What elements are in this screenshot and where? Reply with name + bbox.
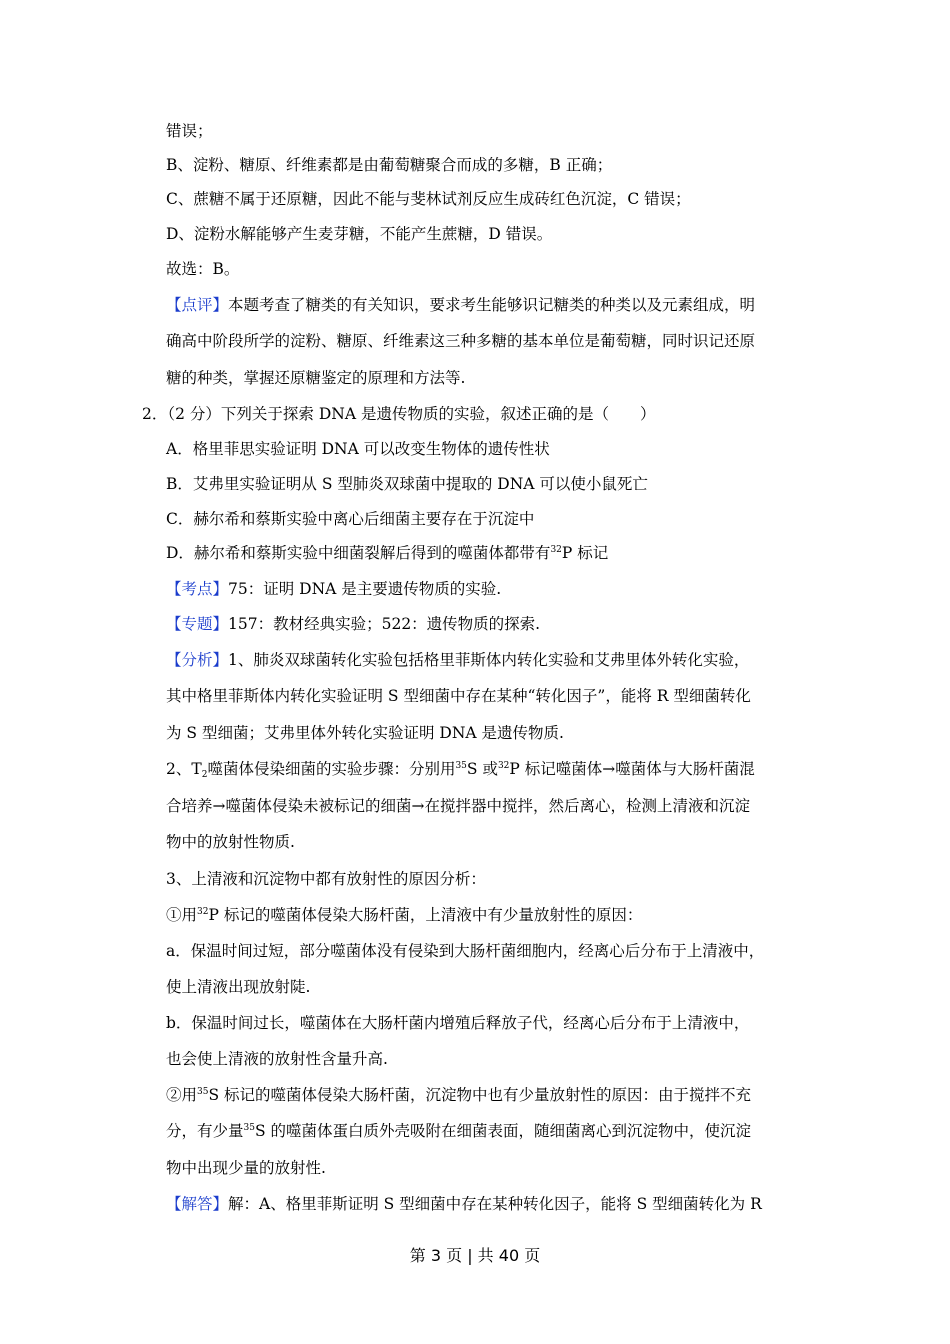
kaodian-tag: 【考点】 — [166, 580, 229, 598]
text-line: b．保温时间过长，噬菌体在大肠杆菌内增殖后释放子代，经离心后分布于上清液中， — [166, 1014, 750, 1032]
text-line: 合培养→噬菌体侵染未被标记的细菌→在搅拌器中搅拌，然后离心，检测上清液和沉淀 — [166, 797, 750, 815]
option-b: B．艾弗里实验证明从 S 型肺炎双球菌中提取的 DNA 可以使小鼠死亡 — [166, 475, 648, 493]
text-line: 2、$T_2$噬菌体侵染细菌的实验步骤：分别用$^{35}$S 或$^{32}$P 标记噬菌体→噬菌体与大肠杆菌混 — [166, 760, 755, 780]
text-line: ②用$^{35}$S 标记的噬菌体侵染大肠杆菌，沉淀物中也有少量放射性的原因：由于搅拌不充 — [166, 1086, 752, 1104]
question-number: 2． — [142, 405, 168, 423]
jieda-line: 【解答】解：A、格里菲斯证明 S 型细菌中存在某种转化因子，能将 S 型细菌转化为 R — [166, 1195, 762, 1213]
zhuanti-line: 【专题】157：教材经典实验；522：遗传物质的探索. — [166, 615, 541, 633]
text-line: B、淀粉、糖原、纤维素都是由葡萄糖聚合而成的多糖，B 正确； — [166, 156, 613, 174]
text-line: a．保温时间过短，部分噬菌体没有侵染到大肠杆菌细胞内，经离心后分布于上清液中， — [166, 942, 765, 960]
text-line: 故选：B。 — [166, 260, 240, 278]
question-stem: 2．（2 分）下列关于探索 DNA 是遗传物质的实验，叙述正确的是（ ） — [142, 405, 656, 423]
text-line: 其中格里菲斯体内转化实验证明 S 型细菌中存在某种“转化因子”，能将 R 型细菌转化 — [166, 687, 751, 705]
comment-paragraph — [166, 295, 755, 315]
text-line: 糖的种类，掌握还原糖鉴定的原理和方法等. — [166, 369, 466, 387]
text-line: 也会使上清液的放射性含量升高. — [166, 1050, 388, 1068]
text-line: 物中的放射性物质. — [166, 833, 295, 851]
text-line: 使上清液出现放射陡. — [166, 978, 311, 996]
text-line: 3、上清液和沉淀物中都有放射性的原因分析： — [166, 870, 486, 888]
option-d: D．赫尔希和蔡斯实验中细菌裂解后得到的噬菌体都带有$^{32}$P 标记 — [166, 544, 609, 562]
text-line: 分，有少量$^{35}$S 的噬菌体蛋白质外壳吸附在细菌表面，随细菌离心到沉淀物中，使沉淀 — [166, 1122, 752, 1140]
text-line: ①用$^{32}$P 标记的噬菌体侵染大肠杆菌，上清液中有少量放射性的原因： — [166, 906, 643, 924]
text-line: C、蔗糖不属于还原糖，因此不能与斐林试剂反应生成砖红色沉淀，C 错误； — [166, 190, 691, 208]
option-a: A．格里菲思实验证明 DNA 可以改变生物体的遗传性状 — [166, 440, 550, 458]
fenxi-tag: 【分析】 — [166, 651, 229, 669]
comment-tag: 【点评】 — [166, 296, 229, 314]
page-footer: 第 3 页 | 共 40 页 — [409, 1246, 541, 1265]
jieda-tag: 【解答】 — [166, 1195, 229, 1213]
text-line: 为 S 型细菌；艾弗里体外转化实验证明 DNA 是遗传物质. — [166, 724, 564, 742]
text-line: 确高中阶段所学的淀粉、糖原、纤维素这三种多糖的基本单位是葡萄糖，同时识记还原 — [166, 332, 756, 350]
option-c: C．赫尔希和蔡斯实验中离心后细菌主要存在于沉淀中 — [166, 510, 535, 528]
comment-text: 本题考查了糖类的有关知识，要求考生能够识记糖类的种类以及元素组成，明 — [228, 296, 756, 314]
fenxi-line: 【分析】1、肺炎双球菌转化实验包括格里菲斯体内转化实验和艾弗里体外转化实验， — [166, 651, 750, 669]
text-line: D、淀粉水解能够产生麦芽糖，不能产生蔗糖，D 错误。 — [166, 225, 553, 243]
text-line: 物中出现少量的放射性. — [166, 1159, 326, 1177]
kaodian-line: 【考点】75：证明 DNA 是主要遗传物质的实验. — [166, 580, 502, 598]
zhuanti-tag: 【专题】 — [166, 615, 229, 633]
text-line: 错误； — [166, 122, 213, 140]
